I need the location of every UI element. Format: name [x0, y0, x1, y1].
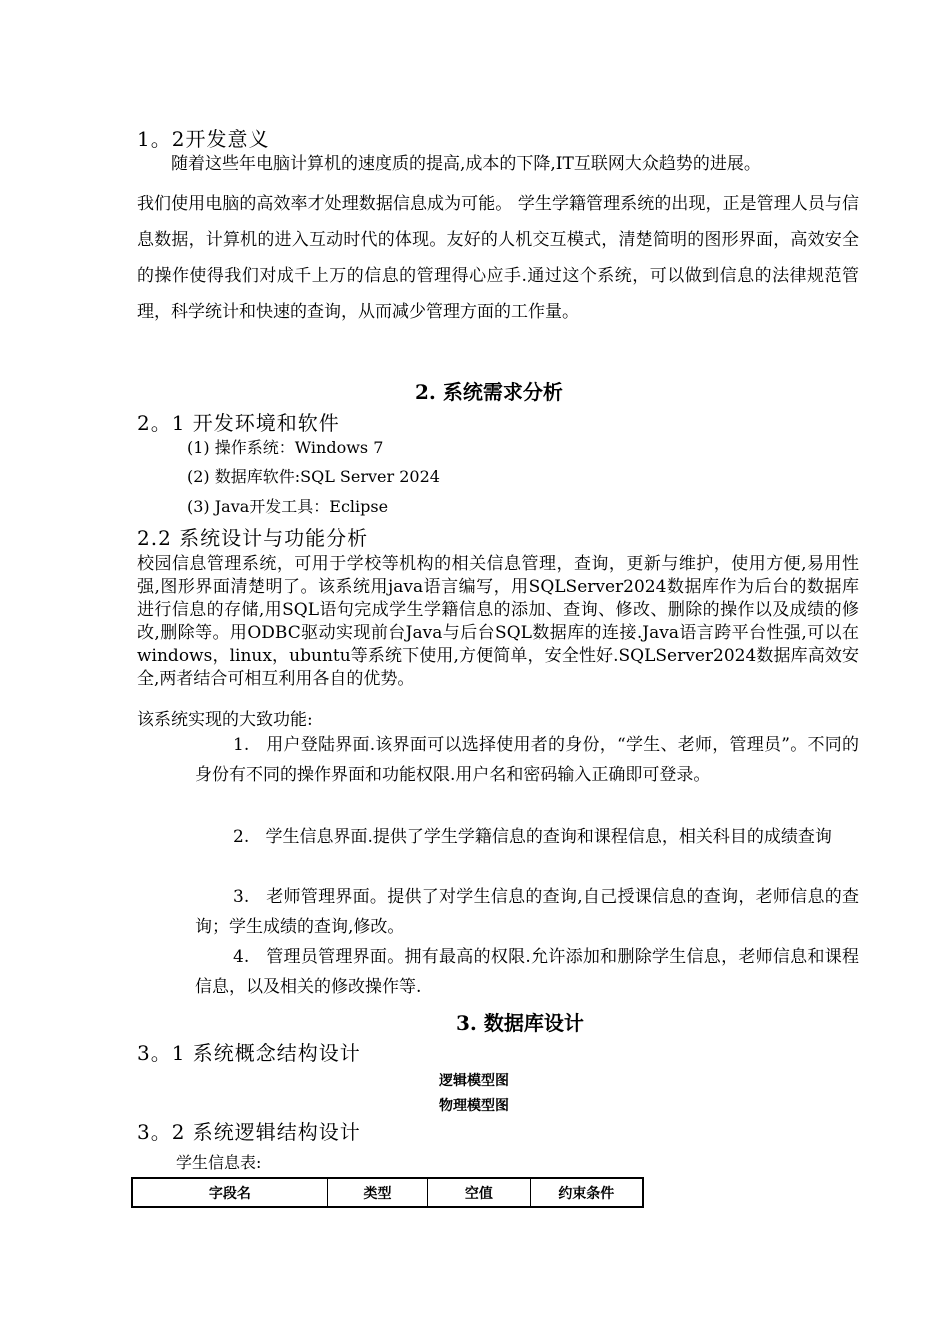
paragraph-2-2-body: 校园信息管理系统，可用于学校等机构的相关信息管理，查询，更新与维护，使用方便,易用性强,图形界面清楚明了。该系统用java语言编写，用SQLServer2024数据库作为后台的数据库进行信息的存储,用SQL语句完成学生学籍信息的添加、查询、修改、删除的操作以及成绩的修改,删除等。用ODBC驱动实现前台Java与后台SQL数据库的连接.Java语言跨平台性强,可以在windows，linux，ubuntu等系统下使用,方便简单，安全性好.SQLServer2024数据库高效安全,两者结合可相互利用各自的优势。 [137, 554, 859, 689]
heading-3-2: 3。2 系统逻辑结构设计 [137, 1120, 361, 1144]
function-number: 3. [233, 887, 250, 907]
paragraph-1-2-body: 我们使用电脑的高效率才处理数据信息成为可能。 学生学籍管理系统的出现，正是管理人员与信息数据，计算机的进入互动时代的体现。友好的人机交互模式，清楚简明的图形界面，高效安全的操作使得我们对成千上万的信息的管理得心应手.通过这个系统，可以做到信息的法律规范管理，科学统计和快速的查询，从而减少管理方面的工作量。 [137, 194, 859, 322]
student-info-table [131, 1177, 644, 1208]
function-text: 学生信息界面.提供了学生学籍信息的查询和课程信息，相关科目的成绩查询 [265, 827, 832, 847]
function-item-login [195, 730, 859, 790]
column-header-field-name: 字段名 [132, 1178, 327, 1207]
function-number: 1. [233, 735, 250, 755]
function-item-student [195, 822, 859, 852]
heading-2: 2. 系统需求分析 [415, 380, 563, 404]
paragraph-1-2-line1: 随着这些年电脑计算机的速度质的提高,成本的下降,IT互联网大众趋势的进展。 [171, 154, 761, 174]
table-title-student-info: 学生信息表: [176, 1153, 262, 1172]
column-header-type: 类型 [327, 1178, 427, 1207]
caption-logical-model: 逻辑模型图 [439, 1073, 509, 1089]
heading-3-1: 3。1 系统概念结构设计 [137, 1041, 361, 1065]
heading-3: 3. 数据库设计 [456, 1011, 584, 1035]
heading-1-2: 1。2开发意义 [137, 127, 270, 151]
caption-physical-model: 物理模型图 [439, 1098, 509, 1114]
heading-2-1: 2。1 开发环境和软件 [137, 411, 340, 435]
function-text: 老师管理界面。提供了对学生信息的查询,自己授课信息的查询，老师信息的查询；学生成绩的查询,修改。 [195, 887, 860, 937]
function-number: 4. [233, 947, 250, 967]
function-number: 2. [233, 827, 250, 847]
heading-2-2: 2.2 系统设计与功能分析 [137, 526, 369, 550]
function-text: 用户登陆界面.该界面可以选择使用者的身份，“学生、老师，管理员”。不同的身份有不同的操作界面和功能权限.用户名和密码输入正确即可登录。 [195, 735, 859, 785]
env-item-db: (2) 数据库软件:SQL Server 2024 [187, 467, 440, 486]
table-header-row [132, 1178, 643, 1207]
functions-intro: 该系统实现的大致功能: [137, 710, 313, 730]
column-header-constraint: 约束条件 [530, 1178, 643, 1207]
env-item-ide: (3) Java开发工具：Eclipse [187, 497, 389, 516]
env-item-os: (1) 操作系统：Windows 7 [187, 438, 384, 457]
function-text: 管理员管理界面。拥有最高的权限.允许添加和删除学生信息，老师信息和课程信息，以及相关的修改操作等. [195, 947, 860, 997]
function-item-teacher [195, 882, 859, 942]
function-item-admin [195, 942, 859, 1002]
column-header-nullable: 空值 [428, 1178, 530, 1207]
